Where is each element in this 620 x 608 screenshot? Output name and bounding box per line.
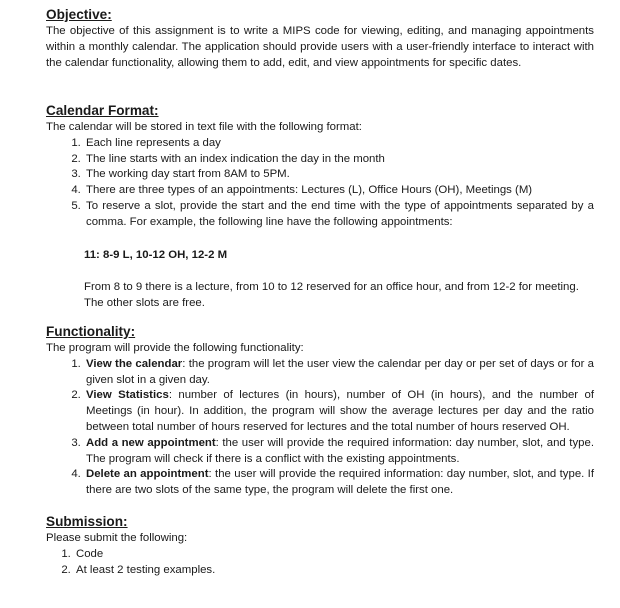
item-text: : the program will let the user view the calendar per day or per set of days or for a given slot in a given day. <box>86 357 594 386</box>
submission-intro: Please submit the following: <box>46 532 188 544</box>
calendar-example-explanation: From 8 to 9 there is a lecture, from 10 to 12 reserved for an office hour, and from 12-2 for meeting. The other slots are free. <box>84 281 579 310</box>
item-text: : number of lectures (in hours), number of OH (in hours), and the number of Meetings (in hour). In addition, the program will show the average lectures per day and the ratio between total number of hours reserved for lectures and the total number of hours reserved OH. <box>86 389 594 433</box>
item-title: Delete an appointment <box>86 468 209 481</box>
calendar-format-heading: Calendar Format: <box>46 103 159 118</box>
item-title: View Statistics <box>86 389 169 402</box>
submission-section <box>46 513 594 578</box>
list-item <box>84 388 594 435</box>
list-item: 1. Each line represents a day <box>84 136 594 152</box>
list-item: 3. The working day start from 8AM to 5PM. <box>84 167 594 183</box>
list-item <box>84 436 594 468</box>
calendar-format-section <box>46 102 594 312</box>
calendar-example-line: 11: 8-9 L, 10-12 OH, 12-2 M <box>84 248 228 261</box>
submission-heading: Submission: <box>46 514 128 529</box>
item-title: View the calendar <box>86 357 183 370</box>
item-title: Add a new appointment <box>86 436 216 449</box>
calendar-format-list <box>46 136 594 231</box>
item-text: : the user will provide the required information: day number, slot, and type. If there are two slots of the same type, the program will delete the first one. <box>86 468 594 497</box>
submission-list <box>46 547 594 579</box>
calendar-format-intro: The calendar will be stored in text file with the following format: <box>46 121 362 133</box>
list-item: 2. The line starts with an index indication the day in the month <box>84 152 594 168</box>
functionality-section <box>46 323 594 499</box>
list-item: 4. There are three types of an appointments: Lectures (L), Office Hours (OH), Meetings (M) <box>84 183 594 199</box>
functionality-intro: The program will provide the following functionality: <box>46 342 304 354</box>
list-item <box>84 467 594 499</box>
objective-section <box>46 6 594 71</box>
list-item: 5. To reserve a slot, provide the start and the end time with the type of appointments separated by a comma. For example, the following line have the following appointments: <box>84 199 594 231</box>
objective-body: The objective of this assignment is to write a MIPS code for viewing, editing, and managing appointments within a monthly calendar. The application should provide users with a user-friendly interface to interact with the calendar functionality, allowing them to add, edit, and view appointments for specific dates. <box>46 25 594 69</box>
objective-heading: Objective: <box>46 7 112 22</box>
list-item <box>84 357 594 389</box>
list-item: 1. Code <box>74 547 594 563</box>
list-item: 2. At least 2 testing examples. <box>74 563 594 579</box>
functionality-heading: Functionality: <box>46 324 136 339</box>
functionality-list <box>46 357 594 499</box>
item-text: : the user will provide the required information: day number, slot, and type. The program will check if there is a conflict with the existing appointments. <box>86 436 594 465</box>
